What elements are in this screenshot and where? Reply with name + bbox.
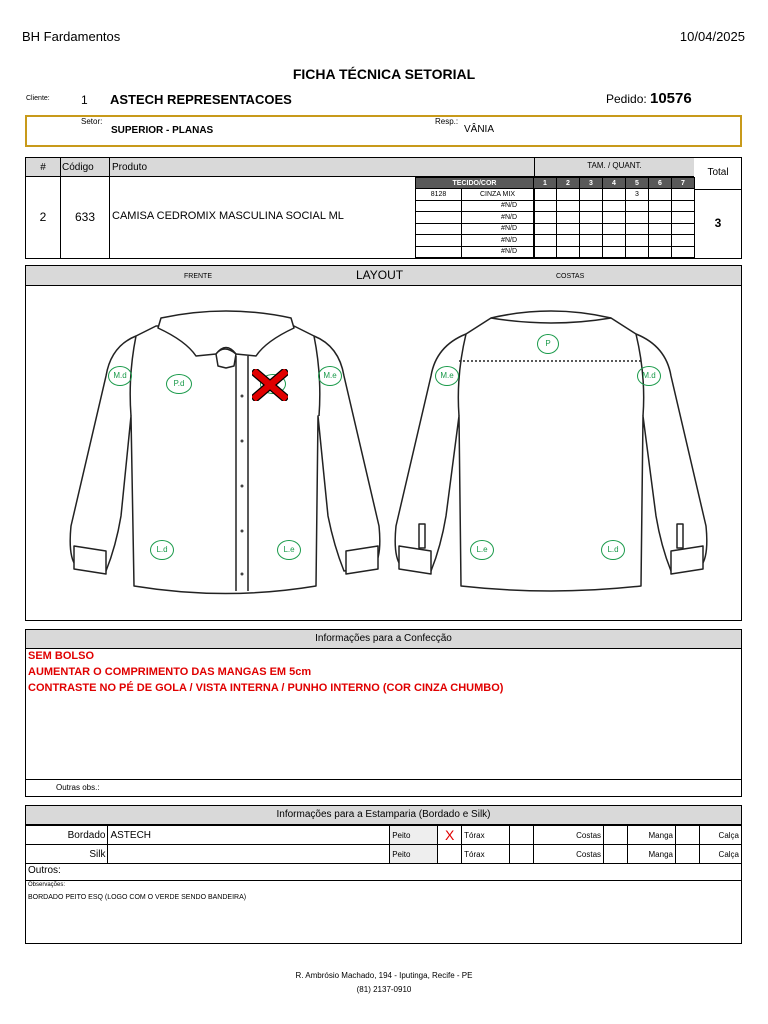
fabric-row: [416, 212, 695, 224]
fabric-row: [416, 189, 695, 201]
fabric-row: [416, 223, 695, 235]
color-cell: #N/D: [462, 235, 534, 247]
resp-label: Resp.:: [435, 117, 459, 126]
row-value: ASTECH: [108, 826, 390, 845]
layout-title: LAYOUT: [356, 268, 404, 282]
fabric-row: [416, 200, 695, 212]
size-header: 7: [672, 178, 695, 189]
confeccao-title: Informações para a Confecção: [315, 633, 452, 644]
peito-label: Peito: [390, 845, 438, 864]
row-code: 633: [74, 210, 96, 224]
qty-cell: [580, 189, 603, 201]
client-number: 1: [81, 93, 88, 107]
fabric-cell: [416, 235, 462, 247]
outros-label: Outros:: [28, 865, 61, 876]
peito-mark: X: [438, 826, 462, 845]
row-total: 3: [714, 216, 722, 230]
product-table: [25, 157, 742, 259]
qty-cell: [557, 189, 580, 201]
mark-side-right-front: L.d: [150, 540, 174, 560]
resp-value: VÂNIA: [464, 124, 495, 135]
col-fabric-color-header: TECIDO/COR: [416, 178, 534, 189]
torax-label: Tórax: [462, 826, 510, 845]
fabric-cell: [416, 223, 462, 235]
fabric-size-grid: [415, 177, 695, 258]
mark-sleeve-left-front: M.e: [318, 366, 342, 386]
obs-label: Observações:: [28, 882, 66, 888]
mark-side-left-front: L.e: [277, 540, 301, 560]
confeccao-line: CONTRASTE NO PÉ DE GOLA / VISTA INTERNA / PUNHO INTERNO (COR CINZA CHUMBO): [28, 682, 504, 694]
confeccao-line: SEM BOLSO: [28, 650, 95, 662]
fabric-row: [416, 246, 695, 258]
color-cell: CINZA MIX: [462, 189, 534, 201]
size-header: 5: [626, 178, 649, 189]
row-value: [108, 845, 390, 864]
col-size-qty-header: TAM. / QUANT.: [587, 161, 642, 170]
costas-label: Costas: [534, 845, 604, 864]
layout-section: [25, 265, 742, 621]
calca-label: Calça: [699, 845, 741, 864]
mark-sleeve-left-back: M.e: [435, 366, 459, 386]
color-cell: #N/D: [462, 200, 534, 212]
row-product: CAMISA CEDROMIX MASCULINA SOCIAL ML: [112, 210, 344, 222]
row-num: 2: [39, 210, 47, 224]
back-label: COSTAS: [556, 273, 585, 280]
mark-sleeve-right-back: M.d: [637, 366, 661, 386]
size-header: 4: [603, 178, 626, 189]
estamparia-row-silk: [25, 845, 742, 864]
sector-box: [25, 115, 742, 147]
order-label: Pedido:: [606, 92, 647, 106]
manga-label: Manga: [628, 845, 676, 864]
red-x-icon: [252, 369, 288, 401]
manga-label: Manga: [628, 826, 676, 845]
estamparia-title: Informações para a Estamparia (Bordado e Silk): [276, 809, 491, 820]
fabric-cell: 8128: [416, 189, 462, 201]
document-date: 10/04/2025: [679, 29, 745, 44]
size-header: 6: [649, 178, 672, 189]
client-name: ASTECH REPRESENTACOES: [110, 92, 292, 107]
row-label: Bordado: [25, 826, 108, 845]
qty-cell: [603, 189, 626, 201]
estamparia-row-bordado: [25, 826, 742, 845]
col-product-header: Produto: [112, 162, 148, 173]
estamparia-table: [25, 825, 742, 864]
color-cell: #N/D: [462, 212, 534, 224]
mark-sleeve-right-front: M.d: [108, 366, 132, 386]
qty-cell: [649, 189, 672, 201]
qty-cell: [534, 189, 557, 201]
footer-phone: (81) 2137-0910: [356, 985, 412, 994]
mark-side-left-back: L.e: [470, 540, 494, 560]
fabric-row: [416, 235, 695, 247]
front-shirt-drawing: [66, 296, 386, 606]
mark-back-center: P: [537, 334, 559, 354]
mark-side-right-back: L.d: [601, 540, 625, 560]
size-header: 1: [534, 178, 557, 189]
page-title: FICHA TÉCNICA SETORIAL: [292, 66, 476, 82]
sector-label: Setor:: [81, 117, 103, 126]
peito-label: Peito: [390, 826, 438, 845]
sector-value: SUPERIOR - PLANAS: [111, 125, 214, 136]
order-number: 10576: [650, 90, 692, 107]
color-cell: #N/D: [462, 246, 534, 258]
estamparia-section: [25, 805, 742, 944]
costas-label: Costas: [534, 826, 604, 845]
company-name: BH Fardamentos: [22, 29, 121, 44]
torax-label: Tórax: [462, 845, 510, 864]
calca-label: Calça: [699, 826, 741, 845]
fabric-cell: [416, 246, 462, 258]
confeccao-section: [25, 629, 742, 797]
client-label: Cliente:: [26, 95, 50, 102]
fabric-cell: [416, 200, 462, 212]
qty-cell: 3: [626, 189, 649, 201]
color-cell: #N/D: [462, 223, 534, 235]
front-label: FRENTE: [184, 273, 212, 280]
qty-cell: [672, 189, 695, 201]
obs-value: BORDADO PEITO ESQ (LOGO COM O VERDE SENDO BANDEIRA): [28, 894, 247, 901]
row-label: Silk: [25, 845, 108, 864]
confeccao-line: AUMENTAR O COMPRIMENTO DAS MANGAS EM 5cm: [28, 666, 312, 678]
col-num-header: #: [40, 162, 46, 173]
footer-address: R. Ambrósio Machado, 194 - Iputinga, Recife - PE: [295, 971, 473, 980]
other-obs-label: Outras obs.:: [56, 783, 100, 792]
mark-chest-right: P.d: [166, 374, 192, 394]
size-header: 2: [557, 178, 580, 189]
fabric-cell: [416, 212, 462, 224]
col-code-header: Código: [62, 162, 94, 173]
peito-mark: [438, 845, 462, 864]
size-header: 3: [580, 178, 603, 189]
col-total-header: Total: [707, 167, 729, 178]
